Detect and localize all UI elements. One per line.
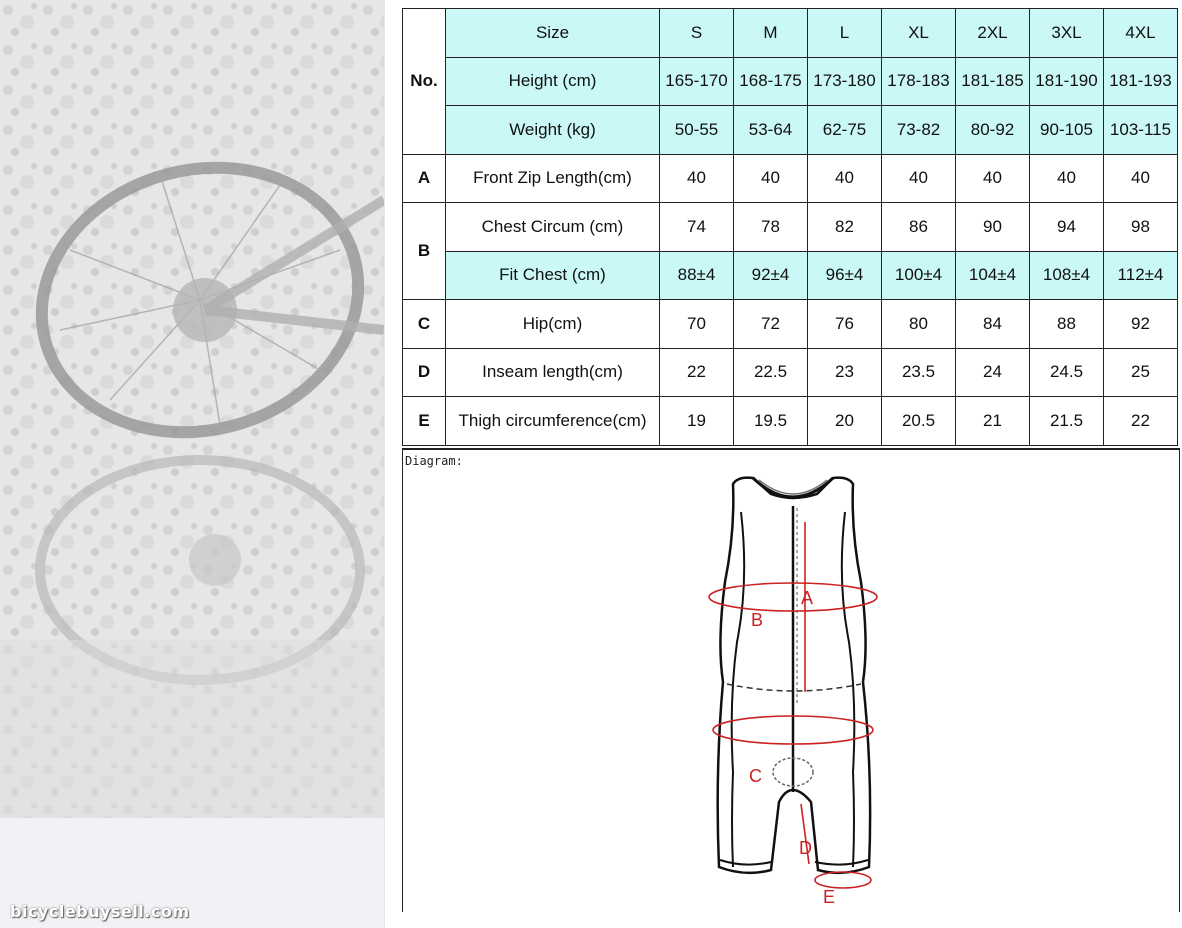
table-row [403,397,1178,446]
table-cell: 88±4 [660,251,734,300]
size-col-4xl: 4XL [1104,9,1178,58]
size-col-s: S [660,9,734,58]
no-header: No. [403,9,446,155]
table-row [403,300,1178,349]
row-label: Thigh circumference(cm) [446,397,660,446]
row-label: Inseam length(cm) [446,348,660,397]
table-cell: 21 [956,397,1030,446]
table-cell: 173-180 [808,57,882,106]
size-col-3xl: 3XL [1030,9,1104,58]
table-cell: 19.5 [734,397,808,446]
row-code: A [403,154,446,203]
table-cell: 40 [808,154,882,203]
table-cell: 23 [808,348,882,397]
table-cell: 24 [956,348,1030,397]
row-code: D [403,348,446,397]
table-cell: 22.5 [734,348,808,397]
table-cell: 100±4 [882,251,956,300]
table-cell: 24.5 [1030,348,1104,397]
size-header-label: Size [446,9,660,58]
size-chart [402,8,1178,446]
table-cell: 104±4 [956,251,1030,300]
table-cell: 40 [660,154,734,203]
row-label: Fit Chest (cm) [446,251,660,300]
row-label: Hip(cm) [446,300,660,349]
table-cell: 40 [1030,154,1104,203]
table-row [403,9,1178,58]
diagram-label: Diagram: [405,454,463,468]
table-row [403,57,1178,106]
marker-c: C [749,766,762,786]
table-cell: 181-185 [956,57,1030,106]
table-cell: 98 [1104,203,1178,252]
table-cell: 92 [1104,300,1178,349]
table-cell: 40 [1104,154,1178,203]
table-cell: 72 [734,300,808,349]
table-cell: 165-170 [660,57,734,106]
table-cell: 88 [1030,300,1104,349]
table-cell: 82 [808,203,882,252]
background-photo [0,0,384,818]
table-cell: 25 [1104,348,1178,397]
table-cell: 92±4 [734,251,808,300]
table-cell: 78 [734,203,808,252]
size-col-2xl: 2XL [956,9,1030,58]
size-table [402,8,1178,446]
table-cell: 62-75 [808,106,882,155]
table-cell: 40 [956,154,1030,203]
table-cell: 21.5 [1030,397,1104,446]
row-code: B [403,203,446,300]
marker-e: E [823,887,836,907]
table-cell: 108±4 [1030,251,1104,300]
table-cell: 181-193 [1104,57,1178,106]
table-row [403,154,1178,203]
table-cell: 90 [956,203,1030,252]
table-cell: 70 [660,300,734,349]
watermark-text: bicyclebuysell.com [10,902,190,921]
table-cell: 80-92 [956,106,1030,155]
table-row [403,251,1178,300]
table-row [403,106,1178,155]
table-cell: 84 [956,300,1030,349]
table-cell: 53-64 [734,106,808,155]
table-cell: 73-82 [882,106,956,155]
table-cell: 20.5 [882,397,956,446]
table-row [403,348,1178,397]
marker-d: D [799,838,812,858]
table-cell: 76 [808,300,882,349]
table-cell: 94 [1030,203,1104,252]
marker-a: A [801,588,814,608]
row-label: Chest Circum (cm) [446,203,660,252]
table-row [403,203,1178,252]
table-cell: 178-183 [882,57,956,106]
size-col-xl: XL [882,9,956,58]
panel-divider [384,0,385,928]
table-cell: 96±4 [808,251,882,300]
table-cell: 22 [660,348,734,397]
row-label: Weight (kg) [446,106,660,155]
row-code: C [403,300,446,349]
row-code: E [403,397,446,446]
row-label: Front Zip Length(cm) [446,154,660,203]
table-cell: 20 [808,397,882,446]
table-cell: 80 [882,300,956,349]
trisuit-diagram [693,472,893,912]
table-cell: 40 [882,154,956,203]
table-cell: 74 [660,203,734,252]
table-cell: 50-55 [660,106,734,155]
table-cell: 103-115 [1104,106,1178,155]
table-cell: 19 [660,397,734,446]
table-cell: 40 [734,154,808,203]
table-cell: 168-175 [734,57,808,106]
measure-line-e [815,872,871,888]
size-col-m: M [734,9,808,58]
table-cell: 23.5 [882,348,956,397]
diagram-panel [402,448,1180,912]
table-cell: 181-190 [1030,57,1104,106]
size-col-l: L [808,9,882,58]
table-cell: 86 [882,203,956,252]
table-cell: 90-105 [1030,106,1104,155]
table-cell: 112±4 [1104,251,1178,300]
row-label: Height (cm) [446,57,660,106]
table-cell: 22 [1104,397,1178,446]
marker-b: B [751,610,764,630]
